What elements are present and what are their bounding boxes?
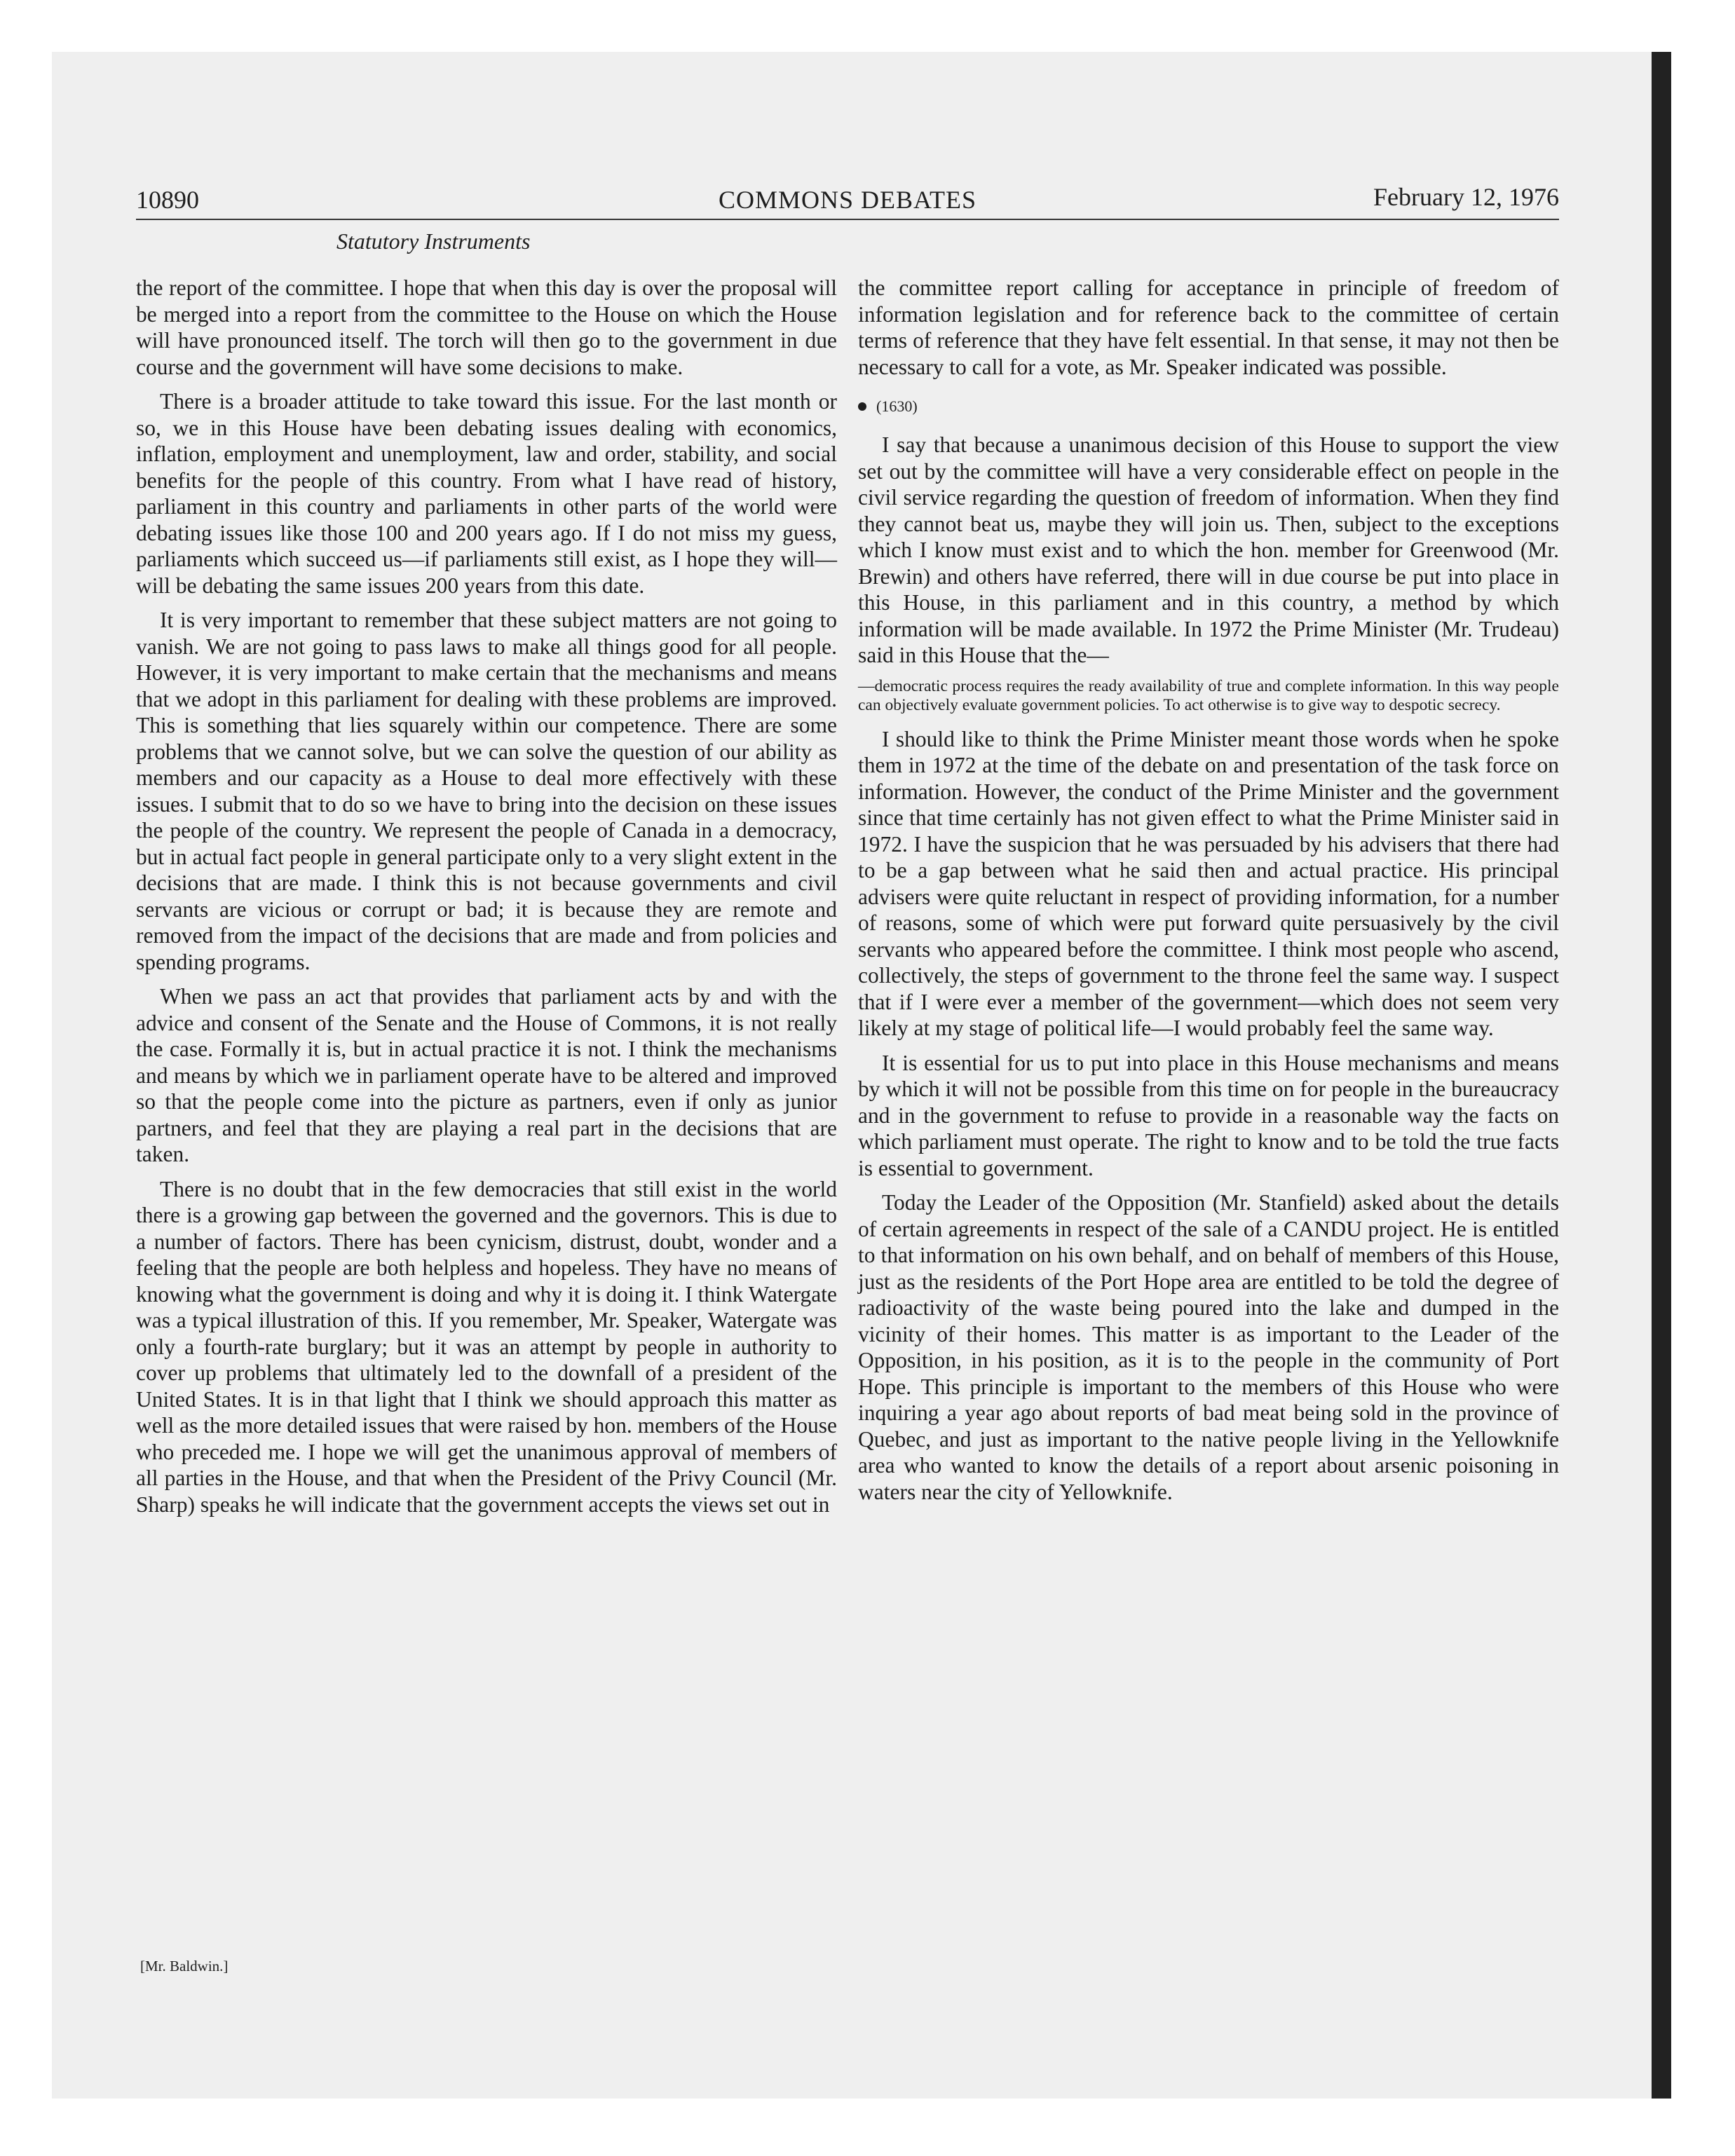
right-paragraph-4: It is essential for us to put into place in this House mechanisms and means by which it will not be possible from this time on for people in the bureaucracy and in the government to refuse to provide in a reasonable way the facts on which parliament must operate. The right to know and to be told the true facts is essential to government. — [858, 1050, 1559, 1180]
left-paragraph-4: When we pass an act that provides that parliament acts by and with the advice and consent of the Senate and the House of Commons, it is not really the case. Formally it is, but in actual practice it is not. I think the mechanisms and means by which we in parliament operate have to be altered and improved so that the people come into the picture as partners, even if only as junior partners, and feel that they are playing a real part in the decisions that are taken. — [136, 984, 837, 1166]
right-paragraph-2: I say that because a unanimous decision of this House to support the view set out by the committee will have a very considerable effect on people in the civil service regarding the question of freedom of information. When they find they cannot beat us, maybe they will join us. Then, subject to the exceptions which I know must exist and to which the hon. member for Greenwood (Mr. Brewin) and others have referred, there will in due course be put into place in this House, in this parliament and in this country, a method by which information will be made available. In 1972 the Prime Minister (Mr. Trudeau) said in this House that the— — [858, 432, 1559, 667]
left-paragraph-1: the report of the committee. I hope that when this day is over the proposal will be merged into a report from the committee to the House on which the House will have pronounced itself. The torch will then go to the government in due course and the government will have some decisions to make. — [136, 275, 837, 379]
right-paragraph-5: Today the Leader of the Opposition (Mr. Stanfield) asked about the details of certain agreements in respect of the sale of a CANDU project. He is entitled to that information on his own behalf, and on behalf of members of this House, just as the residents of the Port Hope area are entitled to be told the degree of radioactivity of the waste being poured into the lake and dumped in the vicinity of their homes. This matter is as important to the Leader of the Opposition, in his position, as it is to the people in the community of Port Hope. This principle is important to the members of this House who were inquiring a year ago about reports of bad meat being sold in the province of Quebec, and just as important to the native people living in the Yellowknife area who wanted to know the details of a report about arsenic poisoning in waters near the city of Yellowknife. — [858, 1190, 1559, 1504]
section-title: Statutory Instruments — [336, 228, 531, 254]
right-paragraph-3: I should like to think the Prime Minister meant those words when he spoke them in 1972 at the time of the debate on and presentation of the task force on information. However, the conduct of the Prime Minister and the government since that time certainly has not given effect to what the Prime Minister said in 1972. I have the suspicion that he was persuaded by his advisers that there had to be a gap between what he said then and actual practice. His principal advisers were quite reluctant in respect of providing information, for a number of reasons, some of which were put forward quite persuasively by the civil servants who appeared before the committee. I think most people who ascend, collectively, the steps of government to the throne feel the same way. I suspect that if I were ever a member of the government—which does not seem very likely at my stage of political life—I would probably feel the same way. — [858, 726, 1559, 1040]
left-paragraph-2: There is a broader attitude to take toward this issue. For the last month or so, we in this House have been debating issues dealing with economics, inflation, employment and unemployment, law and order, stability, and social benefits for the people of this country. From what I have read of history, parliament in this country and parliaments in other parts of the world were debating issues like those 100 and 200 years ago. If I do not miss my guess, parliaments which succeed us—if parliaments still exist, as I hope they will—will be debating the same issues 200 years from this date. — [136, 389, 837, 598]
scan-edge-shadow — [1652, 52, 1671, 2099]
right-paragraph-1: the committee report calling for acceptance in principle of freedom of information legislation and for reference back to the committee of certain terms of reference that they have felt essential. In that sense, it may not then be necessary to call for a vote, as Mr. Speaker indicated was possible. — [858, 275, 1559, 379]
time-marker-label: (1630) — [876, 397, 918, 415]
left-paragraph-3: It is very important to remember that these subject matters are not going to vanish. We are not going to pass laws to make all things good for all people. However, it is very important to make certain that the mechanisms and means that we adopt in this parliament for dealing with these problems are improved. This is something that lies squarely within our competence. There are some problems that we cannot solve, but we can solve the question of our ability as members and our capacity as a House to deal more effectively with these issues. I submit that to do so we have to bring into the decision on these issues the people of the country. We represent the people of Canada in a democracy, but in actual fact people in general participate only to a very slight extent in the decisions that are made. I think this is not because governments and civil servants are vicious or corrupt or bad; it is because they are remote and removed from the impact of the decisions that are made and from policies and spending programs. — [136, 608, 837, 974]
right-column — [858, 275, 1559, 1513]
time-marker — [858, 397, 1559, 416]
left-column — [136, 275, 837, 1526]
page-number: 10890 — [136, 186, 199, 214]
footer-speaker-note: [Mr. Baldwin.] — [140, 1958, 229, 1974]
block-quote: —democratic process requires the ready availability of true and complete information. In this way people can objectively evaluate government policies. To act otherwise is to give way to despotic secrecy. — [858, 676, 1559, 714]
left-paragraph-5: There is no doubt that in the few democracies that still exist in the world there is a growing gap between the governed and the governors. This is due to a number of factors. There has been cynicism, distrust, doubt, wonder and a feeling that the people are both helpless and hopeless. They have no means of knowing what the government is doing and why it is doing it. I think Watergate was a typical illustration of this. If you remember, Mr. Speaker, Watergate was only a fourth-rate burglary; but it was an attempt by people in authority to cover up problems that ultimately led to the downfall of a president of the United States. It is in that light that I think we should approach this matter as well as the more detailed issues that were raised by hon. members of the House who preceded me. I hope we will get the unanimous approval of members of all parties in the House, and that when the President of the Privy Council (Mr. Sharp) speaks he will indicate that the government accepts the views set out in — [136, 1176, 837, 1517]
journal-title: COMMONS DEBATES — [718, 186, 977, 214]
bullet-icon — [858, 402, 866, 411]
page-header — [136, 184, 1559, 220]
header-date: February 12, 1976 — [1373, 183, 1559, 211]
